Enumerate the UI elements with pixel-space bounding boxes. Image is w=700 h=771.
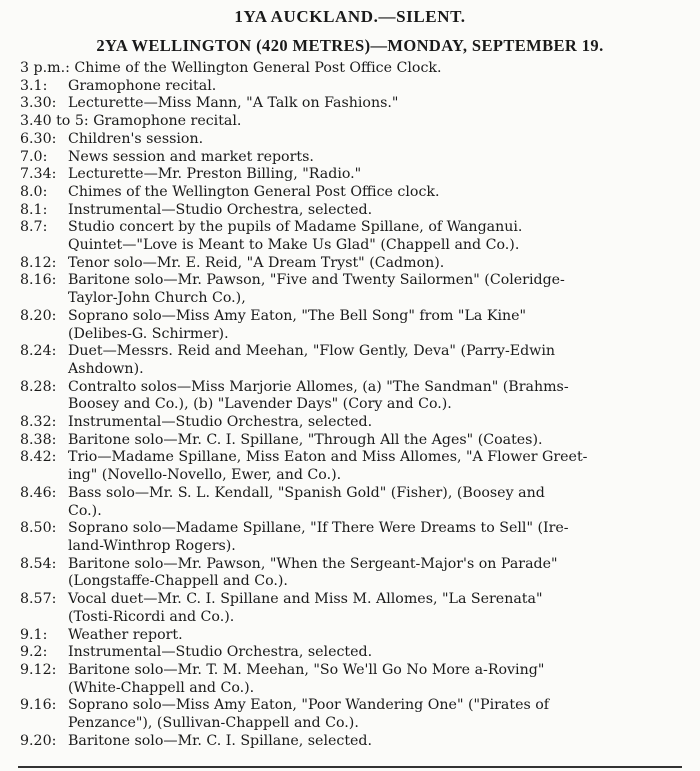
entry-text: ing" (Novello-Novello, Ewer, and Co.).	[68, 467, 342, 484]
programme-entry	[20, 202, 692, 220]
entry-text: Quintet—"Love is Meant to Make Us Glad" (Chappell and Co.).	[68, 237, 520, 254]
entry-text: Baritone solo—Mr. T. M. Meehan, "So We'll Go No More a-Roving"	[68, 661, 545, 678]
programme-entry	[20, 449, 692, 484]
entry-text: Bass solo—Mr. S. L. Kendall, "Spanish Gold" (Fisher), (Boosey and	[68, 484, 545, 501]
entry-text: Baritone solo—Mr. Pawson, "When the Sergeant-Major's on Parade"	[68, 555, 558, 572]
entry-time: 3 p.m.:	[20, 60, 70, 76]
programme-entry	[20, 591, 692, 626]
entry-time: 8.12:	[20, 254, 57, 271]
programme-entry	[20, 184, 692, 202]
entry-time: 8.16:	[20, 272, 57, 289]
entry-time: 7.0:	[20, 148, 48, 165]
entry-time: 8.57:	[20, 591, 57, 608]
entry-text: Soprano solo—Miss Amy Eaton, "The Bell Song" from "La Kine"	[68, 307, 527, 324]
bottom-rule	[18, 766, 682, 768]
programme-entry	[20, 379, 692, 414]
entry-text: Lecturette—Miss Mann, "A Talk on Fashions."	[68, 95, 399, 112]
entry-text: Co.).	[68, 502, 102, 519]
entry-time: 9.20:	[20, 732, 57, 749]
entry-text: Baritone solo—Mr. C. I. Spillane, "Through All the Ages" (Coates).	[68, 431, 543, 448]
programme-entry	[20, 343, 692, 378]
entry-text: Baritone solo—Mr. Pawson, "Five and Twenty Sailormen" (Coleridge-	[68, 272, 565, 289]
entry-text: Studio concert by the pupils of Madame Spillane, of Wanganui.	[68, 219, 523, 236]
entry-time: 8.28:	[20, 378, 57, 395]
programme-entry	[20, 520, 692, 555]
programme-entry	[20, 432, 692, 450]
entry-time: 8.1:	[20, 201, 48, 218]
entry-text: Instrumental—Studio Orchestra, selected.	[68, 644, 373, 661]
entry-time: 3.1:	[20, 77, 48, 94]
entry-time: 9.2:	[20, 644, 48, 661]
entry-text: Ashdown).	[68, 360, 144, 377]
programme-entry	[20, 485, 692, 520]
entry-time: 9.1:	[20, 626, 48, 643]
entry-time: 9.16:	[20, 697, 57, 714]
station-2ya-heading: 2YA WELLINGTON (420 METRES)—MONDAY, SEPTEMBER 19.	[96, 36, 604, 55]
programme-entry	[20, 95, 692, 113]
entry-time: 3.40 to 5:	[20, 113, 89, 130]
entry-text: (Delibes-G. Schirmer).	[68, 325, 229, 342]
entry-text: (White-Chappell and Co.).	[68, 679, 255, 696]
entry-time: 8.24:	[20, 343, 57, 360]
entry-time: 8.42:	[20, 449, 57, 466]
entry-text: Lecturette—Mr. Preston Billing, "Radio."	[68, 166, 362, 183]
entry-text: land-Winthrop Rogers).	[68, 537, 236, 554]
entry-text: Duet—Messrs. Reid and Meehan, "Flow Gently, Deva" (Parry-Edwin	[68, 343, 556, 360]
programme-entry	[20, 644, 692, 662]
entry-text: Soprano solo—Madame Spillane, "If There Were Dreams to Sell" (Ire-	[68, 520, 569, 537]
entry-time: 8.46:	[20, 484, 57, 501]
programme-entry	[20, 697, 692, 732]
programme-list	[20, 60, 692, 750]
entry-text: (Tosti-Ricordi and Co.).	[68, 608, 235, 625]
programme-entry	[20, 272, 692, 307]
programme-entry	[20, 662, 692, 697]
entry-time: 3.30:	[20, 95, 57, 112]
programme-entry	[20, 733, 692, 751]
programme-entry	[20, 166, 692, 184]
programme-entry	[20, 308, 692, 343]
programme-entry	[20, 414, 692, 432]
entry-text: Vocal duet—Mr. C. I. Spillane and Miss M. Allomes, "La Serenata"	[68, 591, 543, 608]
entry-text: Trio—Madame Spillane, Miss Eaton and Miss Allomes, "A Flower Greet-	[68, 449, 588, 466]
programme-entry	[20, 255, 692, 273]
entry-text: Instrumental—Studio Orchestra, selected.	[68, 201, 373, 218]
entry-time: 6.30:	[20, 130, 57, 147]
entry-time: 8.38:	[20, 431, 57, 448]
entry-text: Chimes of the Wellington General Post Office clock.	[68, 183, 440, 200]
entry-text: Weather report.	[68, 626, 183, 643]
entry-text: Tenor solo—Mr. E. Reid, "A Dream Tryst" (Cadmon).	[68, 254, 445, 271]
entry-time: 9.12:	[20, 661, 57, 678]
entry-text: News session and market reports.	[68, 148, 314, 165]
entry-text: Penzance"), (Sullivan-Chappell and Co.).	[68, 715, 359, 732]
programme-entry	[20, 556, 692, 591]
entry-time: 8.0:	[20, 183, 48, 200]
entry-text: Gramophone recital.	[93, 113, 242, 130]
entry-text: Baritone solo—Mr. C. I. Spillane, selected.	[68, 732, 373, 749]
entry-time: 8.50:	[20, 520, 57, 537]
entry-text: Contralto solos—Miss Marjorie Allomes, (a) "The Sandman" (Brahms-	[68, 378, 569, 395]
entry-text: Instrumental—Studio Orchestra, selected.	[68, 414, 373, 431]
programme-entry	[20, 219, 692, 254]
entry-time: 8.54:	[20, 555, 57, 572]
station-1ya-heading: 1YA AUCKLAND.—SILENT.	[234, 7, 466, 26]
entry-time: 8.32:	[20, 414, 57, 431]
entry-time: 8.20:	[20, 307, 57, 324]
entry-text: Soprano solo—Miss Amy Eaton, "Poor Wandering One" ("Pirates of	[68, 697, 550, 714]
programme-entry	[20, 131, 692, 149]
entry-time: 8.7:	[20, 219, 48, 236]
entry-text: Boosey and Co.), (b) "Lavender Days" (Cory and Co.).	[68, 396, 452, 413]
entry-text: Chime of the Wellington General Post Office Clock.	[74, 60, 442, 76]
programme-entry	[20, 627, 692, 645]
programme-entry	[20, 60, 692, 78]
entry-text: (Longstaffe-Chappell and Co.).	[68, 573, 288, 590]
programme-entry	[20, 113, 692, 131]
entry-time: 7.34:	[20, 166, 57, 183]
programme-entry	[20, 149, 692, 167]
entry-text: Gramophone recital.	[68, 77, 217, 94]
entry-text: Taylor-John Church Co.),	[68, 290, 246, 307]
entry-text: Children's session.	[68, 130, 204, 147]
programme-entry	[20, 78, 692, 96]
